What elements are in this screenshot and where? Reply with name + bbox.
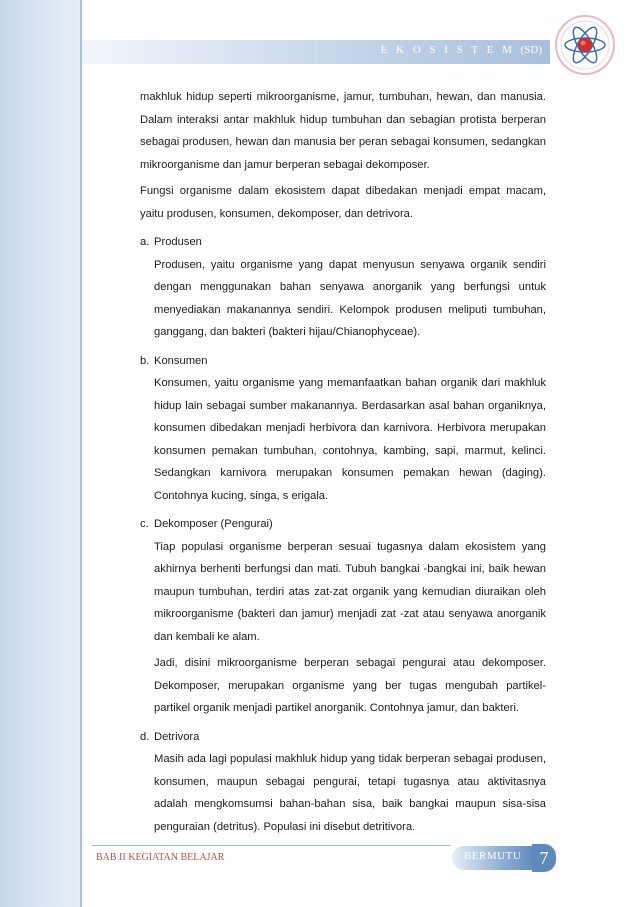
left-sidebar-decoration (0, 0, 80, 907)
item-title: Konsumen (154, 354, 208, 367)
item-letter: a. (140, 236, 150, 248)
footer-chapter-label: BAB II KEGIATAN BELAJAR (96, 852, 225, 863)
item-letter: d. (140, 730, 150, 743)
list-item-konsumen (140, 350, 546, 508)
list-item-dekomposer (140, 513, 546, 720)
atom-logo-icon (553, 13, 617, 77)
item-paragraph: Jadi, disini mikroorganisme berperan sebagai pengurai atau dekomposer. Dekomposer, merupakan organisme yang ber tugas mengubah partikel-partikel organik menjadi partikel anorganik. Contohnya jamur, dan bakteri. (154, 657, 546, 714)
intro-paragraph-1: makhluk hidup seperti mikroorganisme, jamur, tumbuhan, hewan, dan manusia. Dalam interaksi antar makhluk hidup tumbuhan dan sebagian protista berperan sebagai produsen, hewan dan manusia ber peran sebagai konsumen, sedangkan mikroorganisme dan jamur berperan sebagai dekomposer. (140, 91, 546, 171)
header-title (381, 44, 542, 56)
item-paragraph: Produsen, yaitu organisme yang dapat menyusun senyawa organik sendiri dengan menggunakan bahan senyawa anorganik yang berfungsi untuk menyediakan makanannya sendiri. Kelompok produsen meliputi tumbuhan, ganggang, dan bakteri (bakteri hijau/Chianophyceae). (154, 258, 546, 338)
header-title-text: E K O S I S T E M (380, 44, 515, 56)
header-title-suffix: (SD) (520, 44, 542, 56)
item-letter: b. (140, 354, 150, 367)
item-paragraph: Konsumen, yaitu organisme yang memanfaatkan bahan organik dari makhluk hidup lain sebagai sumber makanannya. Berdasarkan asal bahan organiknya, konsumen dibedakan menjadi herbivora dan karnivora. Herbivora merupakan konsumen pemakan tumbuhan, contohnya, kambing, sapi, marmut, kelinci. Sedangkan karnivora merupakan konsumen pemakan hewan (daging). Contohnya kucing, singa, s erigala. (154, 377, 546, 502)
item-paragraph: Masih ada lagi populasi makhluk hidup yang tidak berperan sebagai produsen, konsumen, maupun sebagai pengurai, tetapi tugasnya atau aktivitasnya adalah mengkomsumsi bahan-bahan sisa, baik bangkai maupun sisa-sisa penguraian (detritus). Populasi ini disebut detritivora. (154, 753, 546, 833)
sidebar-edge-line (80, 0, 82, 907)
item-title: Detrivora (154, 730, 200, 743)
main-content (140, 86, 546, 838)
item-title: Produsen (154, 236, 202, 248)
list-item-detrivora (140, 726, 546, 839)
list-item-produsen (140, 231, 546, 344)
item-paragraph: Tiap populasi organisme berperan sesuai tugasnya dalam ekosistem yang akhirnya berhenti berfungsi dan mati. Tubuh bangkai -bangkai ini, baik hewan maupun tumbuhan, terdiri atas zat-zat organik yang kemudian diuraikan oleh mikroorganisme (bakteri dan jamur) menjadi zat -zat atau senyawa anorganik dan kembali ke alam. (154, 540, 546, 643)
item-letter: c. (140, 518, 149, 530)
footer-brand: BERMUTU (464, 850, 522, 862)
footer-divider (92, 845, 450, 846)
item-title: Dekomposer (Pengurai) (154, 518, 273, 530)
page-number: 7 (539, 848, 549, 868)
intro-paragraph-2: Fungsi organisme dalam ekosistem dapat dibedakan menjadi empat macam, yaitu produsen, konsumen, dekomposer, dan detrivora. (140, 185, 546, 220)
